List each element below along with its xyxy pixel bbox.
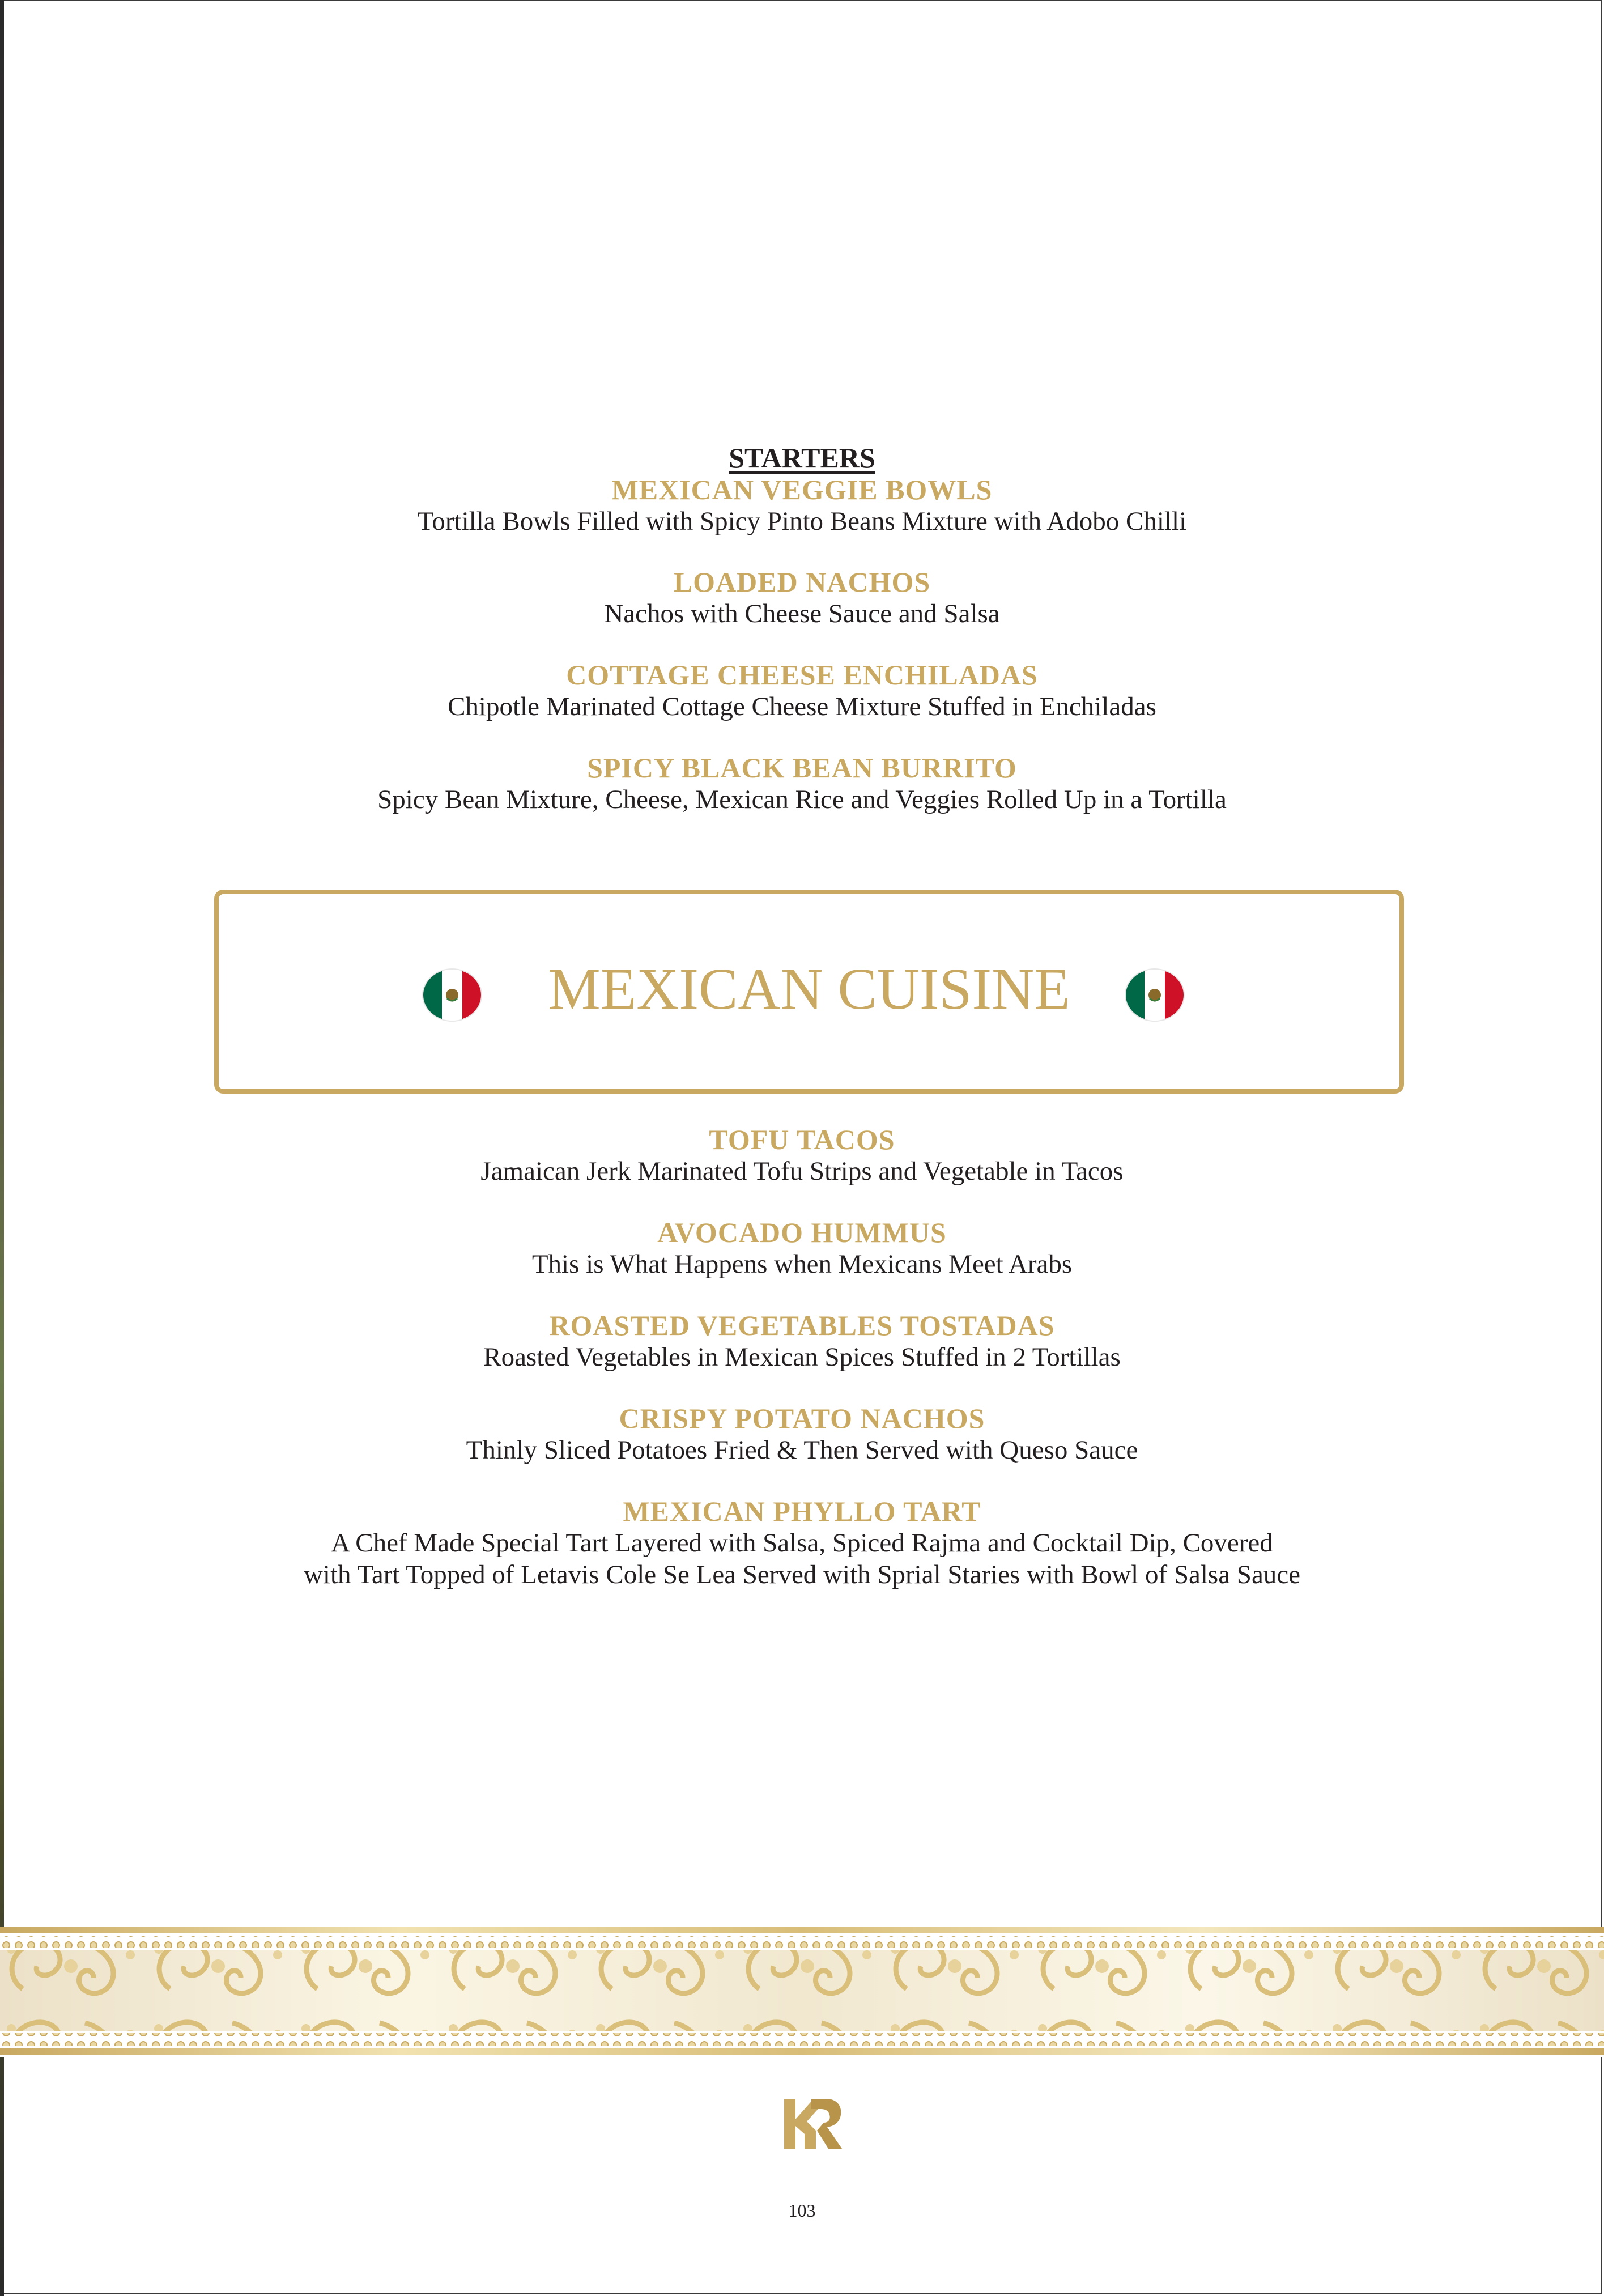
- page-number: 103: [788, 2200, 816, 2221]
- item-description: Nachos with Cheese Sauce and Salsa: [604, 599, 1000, 628]
- menu-item: [0, 659, 1604, 722]
- item-description: Roasted Vegetables in Mexican Spices Stuffed in 2 Tortillas: [483, 1342, 1121, 1372]
- menu-item: [0, 752, 1604, 815]
- item-name: COTTAGE CHEESE ENCHILADAS: [566, 659, 1038, 691]
- cuisine-title: MEXICAN CUISINE: [548, 956, 1070, 1022]
- menu-item: [0, 566, 1604, 630]
- item-description: This is What Happens when Mexicans Meet Arabs: [531, 1249, 1073, 1279]
- item-description: Chipotle Marinated Cottage Cheese Mixture Stuffed in Enchiladas: [448, 692, 1156, 721]
- kr-logo-icon: [782, 2097, 844, 2151]
- cuisine-title-box: [214, 890, 1404, 1094]
- item-description: Jamaican Jerk Marinated Tofu Strips and Vegetable in Tacos: [480, 1156, 1124, 1186]
- item-name: ROASTED VEGETABLES TOSTADAS: [549, 1309, 1055, 1341]
- item-name: CRISPY POTATO NACHOS: [619, 1402, 985, 1434]
- item-name: TOFU TACOS: [709, 1124, 895, 1155]
- mexico-flag-icon: [1123, 968, 1186, 1022]
- item-description: Tortilla Bowls Filled with Spicy Pinto Beans Mixture with Adobo Chilli: [417, 507, 1187, 536]
- menu-item: [0, 1217, 1604, 1280]
- item-description: Thinly Sliced Potatoes Fried & Then Served with Queso Sauce: [466, 1435, 1138, 1465]
- menu-item: [0, 1124, 1604, 1187]
- item-name: LOADED NACHOS: [673, 566, 931, 598]
- item-name: SPICY BLACK BEAN BURRITO: [587, 752, 1017, 784]
- menu-item: [0, 1402, 1604, 1466]
- item-name: MEXICAN PHYLLO TART: [623, 1495, 981, 1527]
- item-description: A Chef Made Special Tart Layered with Salsa, Spiced Rajma and Cocktail Dip, Covered: [331, 1528, 1273, 1558]
- ornamental-border: [0, 1927, 1604, 2057]
- menu-item: [0, 474, 1604, 537]
- item-description: Spicy Bean Mixture, Cheese, Mexican Rice and Veggies Rolled Up in a Tortilla: [377, 785, 1227, 814]
- menu-item: [0, 1495, 1604, 1591]
- item-name: AVOCADO HUMMUS: [657, 1217, 947, 1248]
- menu-item: [0, 1309, 1604, 1373]
- section-heading: STARTERS: [729, 442, 875, 474]
- item-name: MEXICAN VEGGIE BOWLS: [611, 474, 993, 505]
- item-description-line-2: with Tart Topped of Letavis Cole Se Lea Served with Sprial Staries with Bowl of Salsa Sauce: [303, 1560, 1301, 1589]
